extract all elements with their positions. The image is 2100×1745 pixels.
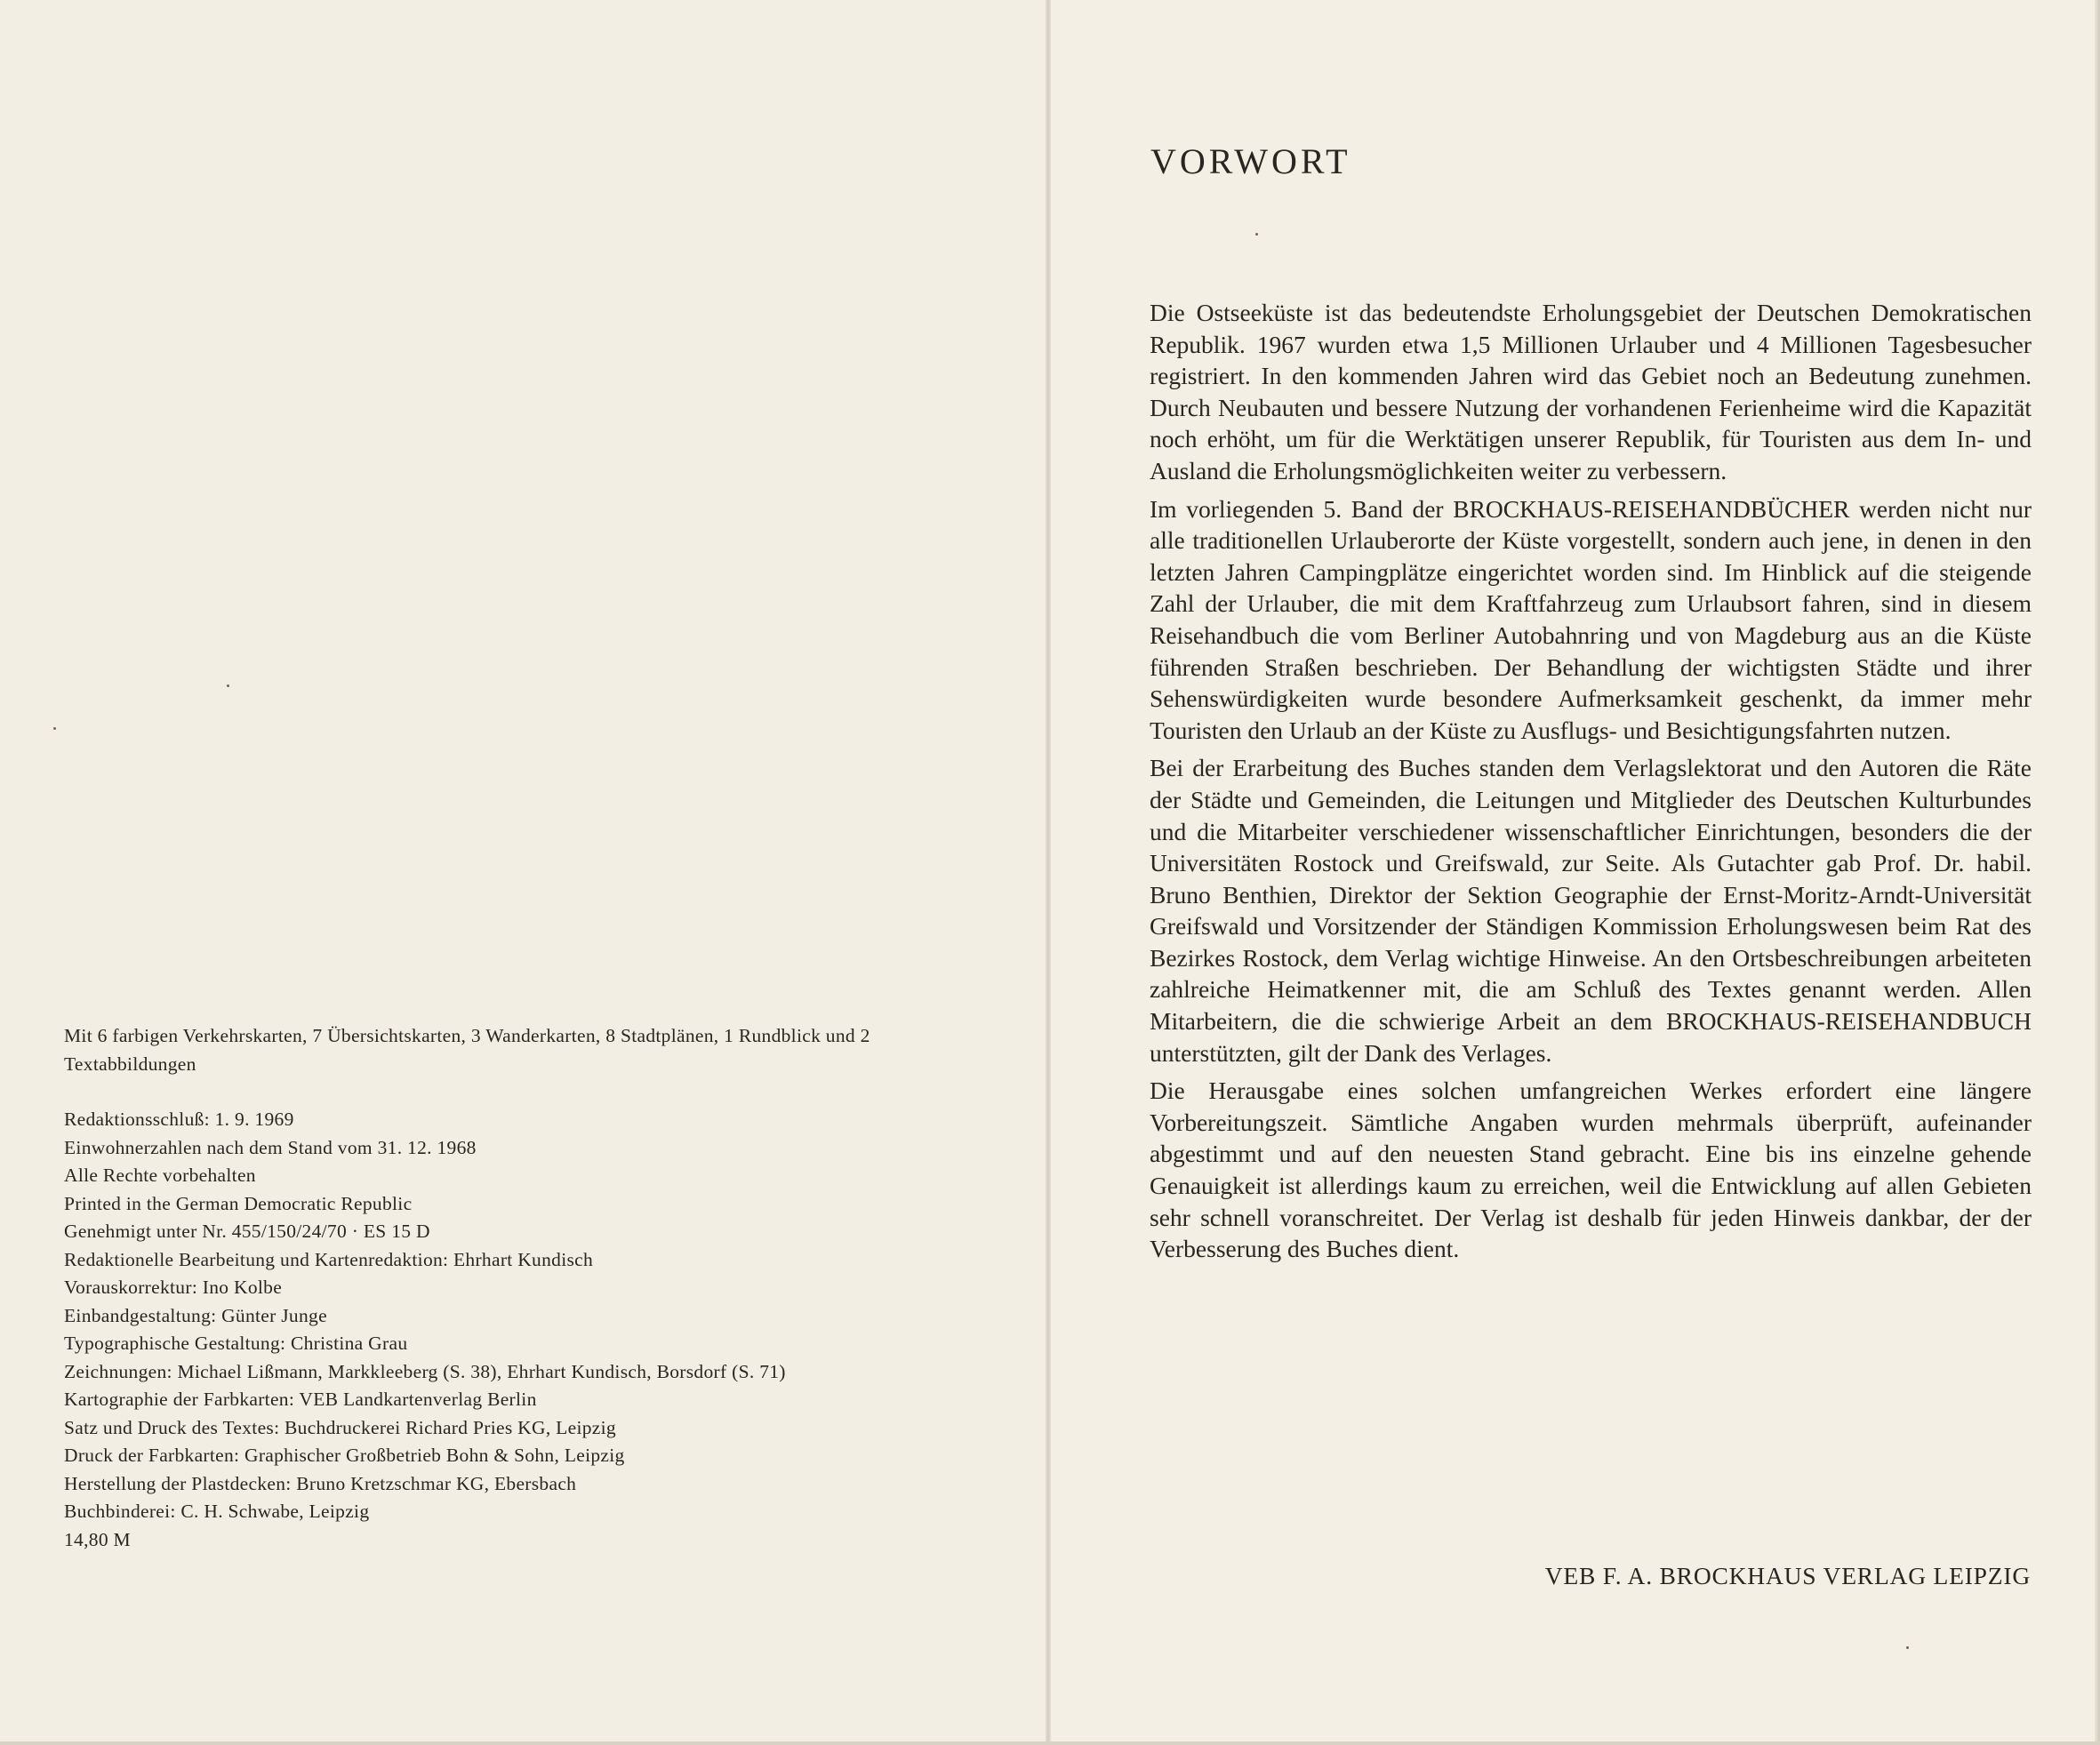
imprint-line: Redaktionelle Bearbeitung und Kartenredaktion: Ehrhart Kundisch	[64, 1248, 594, 1270]
imprint-line: Kartographie der Farbkarten: VEB Landkartenverlag Berlin	[64, 1389, 537, 1410]
foreword-paragraph: Die Ostseeküste ist das bedeutendste Erholungsgebiet der Deutschen Demokratischen Republik. 1967 wurden etwa 1,5 Millionen Urlauber und 4 Millionen Tagesbesucher registriert. In den kommenden Jahren wird das Gebiet noch an Bedeutung zunehmen. Durch Neubauten und bessere Nutzung der vorhandenen Ferienheime wird die Kapazität noch erhöht, um für die Werktätigen unserer Republik, für Touristen aus dem In- und Ausland die Erholungsmöglichkeiten weiter zu verbessern.	[1150, 299, 2032, 484]
foreword-paragraph: Bei der Erarbeitung des Buches standen dem Verlagslektorat und den Autoren die Räte der Städte und Gemeinden, die Leitungen und Mitglieder des Deutschen Kulturbundes und die Mitarbeiter verschiedener wissenschaftlicher Einrichtungen, besonders die der Universitäten Rostock und Greifswald, zur Seite. Als Gutachter gab Prof. Dr. habil. Bruno Benthien, Direktor der Sektion Geographie der Ernst-Moritz-Arndt-Universität Greifswald und Vorsitzender der Ständigen Kommission Erholungswesen beim Rat des Bezirkes Rostock, dem Verlag wichtige Hinweise. An den Ortsbeschreibungen arbeiteten zahlreiche Heimatkenner mit, die am Schluß des Textes genannt werden. Allen Mitarbeitern, die die schwierige Arbeit an dem BROCKHAUS-REISEHANDBUCH unterstützten, gilt der Dank des Verlages.	[1150, 754, 2032, 1067]
imprint-line: Herstellung der Plastdecken: Bruno Kretzschmar KG, Ebersbach	[64, 1472, 577, 1494]
imprint-line: Genehmigt unter Nr. 455/150/24/70 · ES 15 D	[64, 1221, 430, 1242]
publisher-signature: VEB F. A. BROCKHAUS VERLAG LEIPZIG	[1544, 1562, 2031, 1589]
paper-speck	[1906, 1646, 1909, 1649]
imprint-line: Typographische Gestaltung: Christina Grau	[64, 1333, 408, 1354]
foreword-paragraph: Die Herausgabe eines solchen umfangreichen Werkes erfordert eine längere Vorbereitungszeit. Sämtliche Angaben wurden mehrmals überprüft, aufeinander abgestimmt und auf den neuesten Stand gebracht. Eine bis ins einzelne gehende Genauigkeit ist allerdings kaum zu erreichen, weil die Entwicklung auf allen Gebieten sehr schnell voranschreitet. Der Verlag ist deshalb für jeden Hinweis dankbar, der der Verbesserung des Buches dient.	[1150, 1077, 2032, 1263]
imprint-block	[64, 1022, 953, 1554]
paper-speck	[1255, 233, 1258, 236]
foreword-paragraph: Im vorliegenden 5. Band der BROCKHAUS-REISEHANDBÜCHER werden nicht nur alle traditionellen Urlauberorte der Küste vorgestellt, sondern auch jene, in denen in den letzten Jahren Campingplätze eingerichtet worden sind. Im Hinblick auf die steigende Zahl der Urlauber, die mit dem Kraftfahrzeug zum Urlaubsort fahren, sind in diesem Reisehandbuch die vom Berliner Autobahnring und von Magdeburg aus an die Küste führenden Straßen beschrieben. Der Behandlung der wichtigsten Städte und ihrer Sehenswürdigkeiten wurde besondere Aufmerksamkeit geschenkt, da immer mehr Touristen den Urlaub an der Küste zu Ausflugs- und Besichtigungsfahrten nutzen.	[1150, 494, 2032, 744]
paper-speck	[53, 727, 56, 730]
imprint-line: Druck der Farbkarten: Graphischer Großbetrieb Bohn & Sohn, Leipzig	[64, 1445, 625, 1466]
page-edge	[0, 1741, 2100, 1745]
paper-speck	[227, 684, 229, 687]
imprint-line: Vorauskorrektur: Ino Kolbe	[64, 1277, 283, 1298]
imprint-line: Redaktionsschluß: 1. 9. 1969	[64, 1109, 294, 1130]
imprint-price: 14,80 M	[64, 1528, 131, 1550]
page-title: VORWORT	[1150, 141, 1351, 181]
left-page	[0, 0, 1047, 1745]
imprint-line: Buchbinderei: C. H. Schwabe, Leipzig	[64, 1501, 370, 1522]
imprint-line: Einbandgestaltung: Günter Junge	[64, 1304, 327, 1326]
foreword-body	[1150, 297, 2032, 1271]
imprint-line: Printed in the German Democratic Republic	[64, 1192, 413, 1214]
page-edge	[2095, 0, 2100, 1745]
imprint-line: Zeichnungen: Michael Lißmann, Markkleeberg (S. 38), Ehrhart Kundisch, Borsdorf (S. 71)	[64, 1360, 786, 1382]
imprint-line: Satz und Druck des Textes: Buchdruckerei Richard Pries KG, Leipzig	[64, 1416, 616, 1438]
maps-note: Mit 6 farbigen Verkehrskarten, 7 Übersichtskarten, 3 Wanderkarten, 8 Stadtplänen, 1 Rundblick und 2 Textabbildungen	[64, 1025, 870, 1075]
imprint-line: Alle Rechte vorbehalten	[64, 1165, 256, 1186]
imprint-line: Einwohnerzahlen nach dem Stand vom 31. 12. 1968	[64, 1136, 477, 1158]
